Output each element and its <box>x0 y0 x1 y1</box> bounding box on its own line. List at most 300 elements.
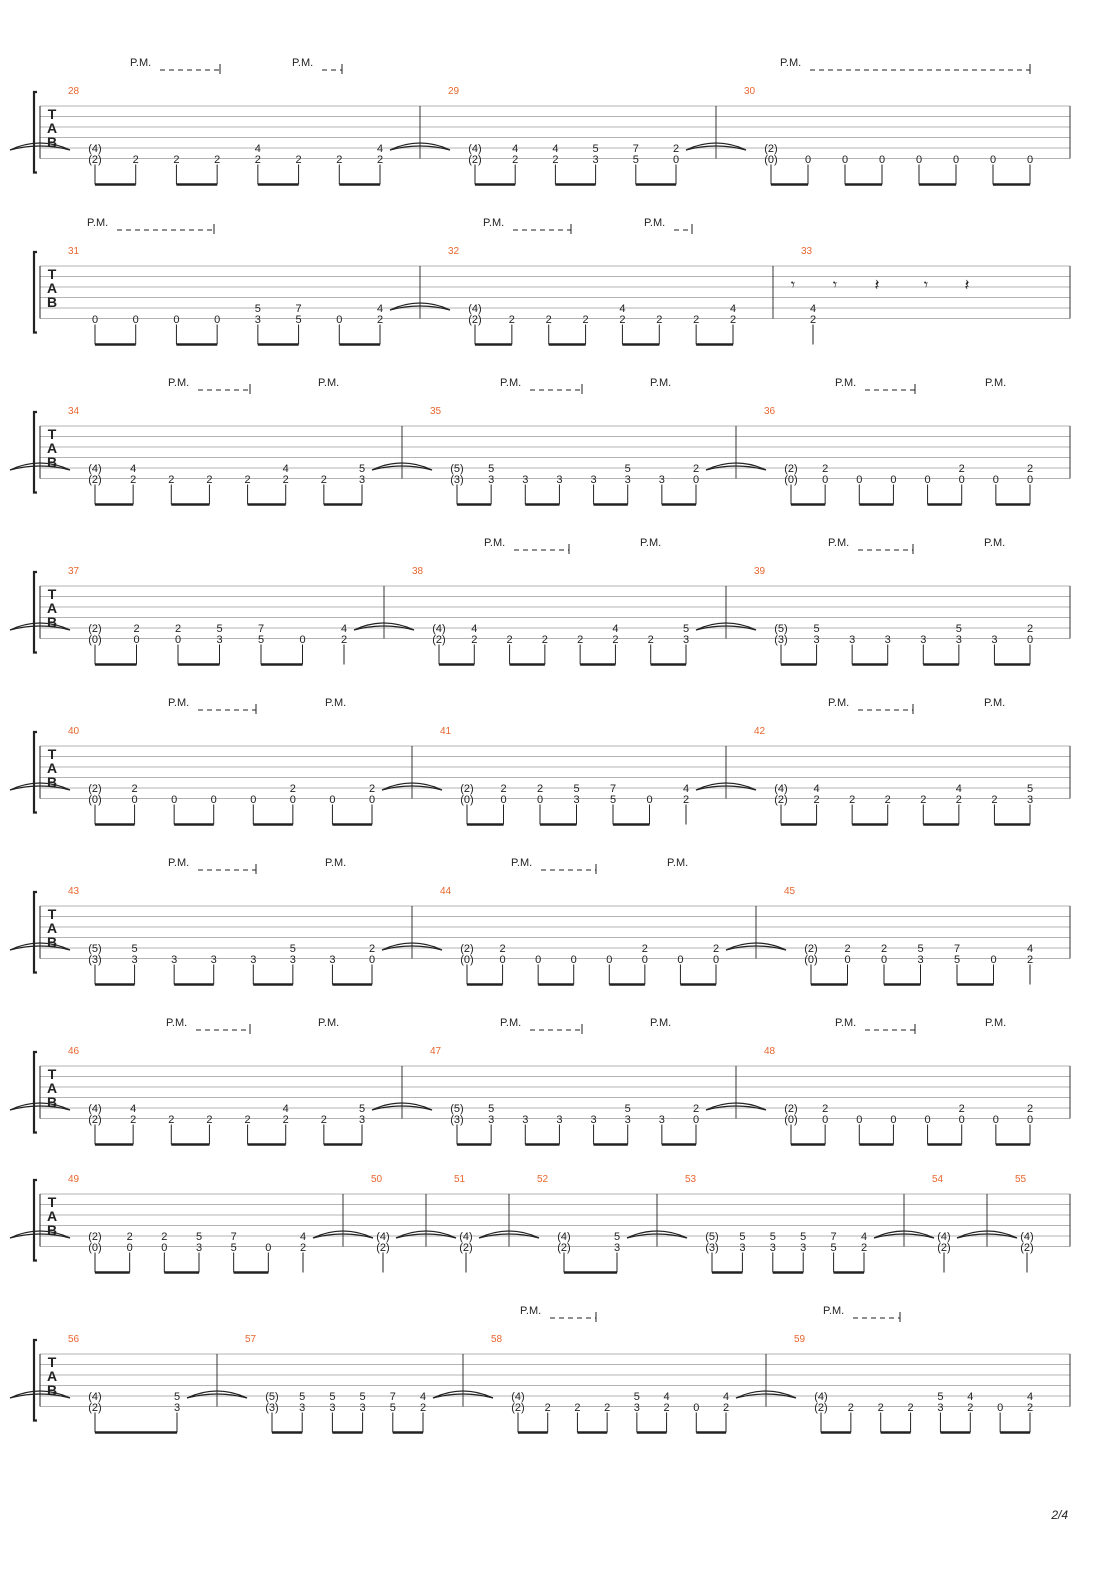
fret-number: 0 <box>1026 474 1034 486</box>
fret-number: 5 <box>953 954 961 966</box>
tab-system <box>10 697 1070 825</box>
fret-number: 2 <box>376 314 384 326</box>
tab-clef-letter: B <box>46 1222 58 1238</box>
fret-number: 2 <box>500 783 507 795</box>
fret-number: 4 <box>1026 1391 1034 1403</box>
measure-number: 36 <box>764 406 776 417</box>
fret-number: 3 <box>917 954 924 966</box>
measure-number: 41 <box>440 726 452 737</box>
fret-number: 5 <box>633 1391 640 1403</box>
fret-number: 2 <box>419 1402 427 1414</box>
fret-number: 2 <box>582 314 589 326</box>
palm-mute-marker: P.M. <box>985 377 1007 389</box>
tab-clef-letter: B <box>46 1382 58 1398</box>
palm-mute-marker: P.M. <box>168 857 190 869</box>
fret-number: 0 <box>126 1242 133 1254</box>
fret-number: 4 <box>955 783 962 795</box>
fret-number: 2 <box>692 1103 700 1115</box>
fret-number: 4 <box>282 463 289 475</box>
measure-number: 47 <box>430 1046 442 1057</box>
fret-number: 0 <box>924 474 931 486</box>
fret-number: 2 <box>880 943 888 955</box>
fret-number: 0 <box>499 954 506 966</box>
fret-number: 4 <box>340 623 348 635</box>
tab-clef-letter: A <box>46 1368 58 1384</box>
fret-number: (4) <box>88 1391 102 1403</box>
measure-number: 44 <box>440 886 452 897</box>
measure-number: 50 <box>371 1174 383 1185</box>
fret-number: 3 <box>682 634 690 646</box>
fret-number: (4) <box>774 783 788 795</box>
tab-clef-letter: T <box>47 746 57 762</box>
fret-number: 0 <box>289 794 296 806</box>
fret-number: 2 <box>254 154 261 166</box>
fret-number: 3 <box>358 474 366 486</box>
fret-number: 5 <box>329 1391 336 1403</box>
fret-number: 2 <box>920 794 927 806</box>
fret-number: 0 <box>250 794 257 806</box>
fret-number: 3 <box>613 1242 621 1254</box>
fret-number: 2 <box>499 943 506 955</box>
fret-number: 0 <box>173 314 180 326</box>
fret-number: 2 <box>544 1402 551 1414</box>
fret-number: 3 <box>769 1242 776 1254</box>
tab-clef-letter: B <box>46 614 58 630</box>
measure-number: 48 <box>764 1046 776 1057</box>
tab-clef-letter: A <box>46 1208 58 1224</box>
fret-number: 4 <box>722 1391 730 1403</box>
fret-number: 0 <box>992 474 999 486</box>
fret-number: 2 <box>877 1402 884 1414</box>
fret-number: 2 <box>574 1402 581 1414</box>
fret-number: 2 <box>663 1402 670 1414</box>
fret-number: (4) <box>468 143 482 155</box>
fret-number: (0) <box>804 954 818 966</box>
palm-mute-marker: P.M. <box>166 1017 188 1029</box>
fret-number: 5 <box>613 1231 621 1243</box>
fret-number: (2) <box>468 314 482 326</box>
fret-number: 3 <box>556 1114 563 1126</box>
fret-number: 5 <box>592 143 599 155</box>
fret-number: (5) <box>774 623 788 635</box>
fret-number: 2 <box>131 783 138 795</box>
fret-number: (2) <box>937 1242 951 1254</box>
fret-number: 0 <box>646 794 653 806</box>
fret-number: 2 <box>967 1402 974 1414</box>
fret-number: 5 <box>488 1103 495 1115</box>
fret-number: 0 <box>712 954 720 966</box>
palm-mute-marker: P.M. <box>828 537 850 549</box>
fret-number: 3 <box>289 954 296 966</box>
fret-number: 7 <box>389 1391 396 1403</box>
palm-mute-marker: P.M. <box>650 377 672 389</box>
palm-mute-marker: P.M. <box>168 697 190 709</box>
fret-number: 4 <box>1026 943 1034 955</box>
fret-number: 2 <box>647 634 654 646</box>
fret-number: 2 <box>577 634 584 646</box>
fret-number: (0) <box>88 634 102 646</box>
fret-number: (5) <box>88 943 102 955</box>
fret-number: (2) <box>88 474 102 486</box>
fret-number: 0 <box>990 954 997 966</box>
fret-number: 3 <box>173 1402 181 1414</box>
fret-number: 0 <box>131 794 138 806</box>
palm-mute-marker: P.M. <box>168 377 190 389</box>
fret-number: (4) <box>511 1391 525 1403</box>
fret-number: (2) <box>784 1103 798 1115</box>
fret-number: 0 <box>997 1402 1004 1414</box>
fret-number: (4) <box>1020 1231 1034 1243</box>
fret-number: 2 <box>813 794 820 806</box>
fret-number: 0 <box>336 314 343 326</box>
fret-number: (2) <box>460 943 474 955</box>
system-bracket <box>34 572 37 653</box>
fret-number: 3 <box>216 634 223 646</box>
fret-number: (2) <box>88 623 102 635</box>
fret-number: 5 <box>358 1103 366 1115</box>
fret-number: 2 <box>289 783 296 795</box>
fret-number: 0 <box>692 474 700 486</box>
fret-number: 2 <box>168 1114 175 1126</box>
fret-number: 2 <box>552 154 559 166</box>
fret-number: 0 <box>822 474 829 486</box>
fret-number: 3 <box>955 634 962 646</box>
rest-symbol: 𝄾 <box>790 277 796 294</box>
palm-mute-marker: P.M. <box>835 377 857 389</box>
fret-number: 2 <box>320 474 327 486</box>
palm-mute-marker: P.M. <box>500 1017 522 1029</box>
fret-number: 3 <box>556 474 563 486</box>
fret-number: 3 <box>573 794 580 806</box>
fret-number: 0 <box>214 314 221 326</box>
fret-number: 0 <box>924 1114 931 1126</box>
measure-number: 57 <box>245 1334 257 1345</box>
fret-number: 2 <box>693 314 700 326</box>
palm-mute-marker: P.M. <box>823 1305 845 1317</box>
fret-number: 2 <box>299 1242 307 1254</box>
fret-number: 4 <box>729 303 737 315</box>
measure-number: 34 <box>68 406 80 417</box>
tab-clef-letter: T <box>47 266 57 282</box>
fret-number: 0 <box>329 794 336 806</box>
measure-number: 46 <box>68 1046 80 1057</box>
fret-number: 5 <box>295 314 302 326</box>
fret-number: 0 <box>171 794 178 806</box>
fret-number: 0 <box>161 1242 168 1254</box>
fret-number: 2 <box>860 1242 868 1254</box>
rest-symbol: 𝄾 <box>832 277 838 294</box>
system-bracket <box>34 412 37 493</box>
fret-number: 5 <box>195 1231 203 1243</box>
fret-number: 0 <box>841 154 849 166</box>
measure-number: 28 <box>68 86 80 97</box>
fret-number: (2) <box>459 1242 473 1254</box>
palm-mute-marker: P.M. <box>644 217 666 229</box>
fret-number: 2 <box>508 314 515 326</box>
fret-number: 2 <box>320 1114 327 1126</box>
system-bracket <box>34 732 37 813</box>
fret-number: 4 <box>471 623 478 635</box>
fret-number: 2 <box>340 634 348 646</box>
fret-number: (3) <box>705 1242 719 1254</box>
measure-number: 59 <box>794 1334 806 1345</box>
fret-number: (4) <box>376 1231 390 1243</box>
tab-clef-letter: B <box>46 454 58 470</box>
fret-number: 0 <box>992 1114 999 1126</box>
fret-number: 2 <box>1026 463 1034 475</box>
fret-number: 2 <box>244 474 251 486</box>
fret-number: 5 <box>230 1242 237 1254</box>
fret-number: 2 <box>168 474 175 486</box>
fret-number: 0 <box>958 474 965 486</box>
tab-system <box>10 1017 1070 1145</box>
fret-number: (3) <box>88 954 102 966</box>
fret-number: 0 <box>210 794 217 806</box>
fret-number: 0 <box>692 1114 700 1126</box>
fret-number: 2 <box>907 1402 914 1414</box>
fret-number: 0 <box>132 314 139 326</box>
fret-number: 3 <box>800 1242 807 1254</box>
measure-number: 33 <box>801 246 813 257</box>
tab-system <box>10 377 1070 505</box>
fret-number: (2) <box>432 634 446 646</box>
fret-number: 0 <box>1026 1114 1034 1126</box>
fret-number: 0 <box>878 154 886 166</box>
tab-clef-letter: A <box>46 600 58 616</box>
fret-number: (4) <box>814 1391 828 1403</box>
system-bracket <box>34 1180 37 1261</box>
fret-number: 5 <box>173 1391 181 1403</box>
fret-number: 4 <box>552 143 559 155</box>
fret-number: 2 <box>130 1114 137 1126</box>
fret-number: 4 <box>512 143 519 155</box>
fret-number: 0 <box>1026 154 1034 166</box>
fret-number: (5) <box>705 1231 719 1243</box>
fret-number: (4) <box>88 1103 102 1115</box>
measure-number: 35 <box>430 406 442 417</box>
fret-number: 3 <box>250 954 257 966</box>
palm-mute-marker: P.M. <box>650 1017 672 1029</box>
fret-number: 7 <box>953 943 961 955</box>
fret-number: (3) <box>450 1114 464 1126</box>
fret-number: 2 <box>368 783 376 795</box>
fret-number: 2 <box>282 1114 289 1126</box>
palm-mute-marker: P.M. <box>511 857 533 869</box>
fret-number: (5) <box>450 463 464 475</box>
fret-number: 5 <box>257 634 265 646</box>
system-bracket <box>34 892 37 973</box>
fret-number: 0 <box>856 474 863 486</box>
palm-mute-marker: P.M. <box>828 697 850 709</box>
fret-number: (2) <box>88 1114 102 1126</box>
palm-mute-marker: P.M. <box>780 57 802 69</box>
fret-number: 4 <box>254 143 261 155</box>
fret-number: 5 <box>131 943 138 955</box>
fret-number: 2 <box>536 783 544 795</box>
fret-number: 4 <box>282 1103 289 1115</box>
fret-number: (2) <box>814 1402 828 1414</box>
fret-number: (2) <box>88 154 102 166</box>
fret-number: 0 <box>133 634 140 646</box>
palm-mute-marker: P.M. <box>984 697 1006 709</box>
fret-number: 4 <box>130 463 137 475</box>
fret-number: 0 <box>536 794 544 806</box>
measure-number: 49 <box>68 1174 80 1185</box>
fret-number: 0 <box>606 954 613 966</box>
fret-number: 3 <box>633 1402 640 1414</box>
fret-number: (3) <box>450 474 464 486</box>
palm-mute-marker: P.M. <box>87 217 109 229</box>
fret-number: 4 <box>860 1231 868 1243</box>
fret-number: 3 <box>171 954 178 966</box>
fret-number: 4 <box>130 1103 137 1115</box>
fret-number: (0) <box>88 794 102 806</box>
fret-number: 4 <box>813 783 820 795</box>
fret-number: 0 <box>952 154 960 166</box>
fret-number: 3 <box>884 634 891 646</box>
fret-number: 2 <box>206 1114 213 1126</box>
fret-number: 5 <box>389 1402 396 1414</box>
fret-number: 5 <box>254 303 261 315</box>
tab-system <box>10 1174 1070 1273</box>
fret-number: (4) <box>432 623 446 635</box>
fret-number: 0 <box>880 954 888 966</box>
fret-number: 0 <box>641 954 648 966</box>
fret-number: 3 <box>590 474 597 486</box>
fret-number: 7 <box>295 303 302 315</box>
rest-symbol: 𝄾 <box>923 277 929 294</box>
palm-mute-marker: P.M. <box>130 57 152 69</box>
fret-number: (4) <box>937 1231 951 1243</box>
fret-number: 2 <box>206 474 213 486</box>
fret-number: 5 <box>830 1242 837 1254</box>
tab-system <box>10 57 1070 185</box>
fret-number: 3 <box>522 1114 529 1126</box>
fret-number: 3 <box>359 1402 366 1414</box>
fret-number: 3 <box>739 1242 746 1254</box>
fret-number: 5 <box>488 463 495 475</box>
fret-number: 2 <box>295 154 302 166</box>
fret-number: 5 <box>624 1103 631 1115</box>
measure-number: 55 <box>1015 1174 1027 1185</box>
fret-number: (0) <box>88 1242 102 1254</box>
fret-number: 5 <box>358 463 366 475</box>
fret-number: 5 <box>813 623 820 635</box>
fret-number: 5 <box>917 943 924 955</box>
fret-number: 2 <box>174 623 182 635</box>
fret-number: 2 <box>672 143 680 155</box>
tab-clef-letter: B <box>46 774 58 790</box>
fret-number: 5 <box>624 463 631 475</box>
fret-number: (3) <box>265 1402 279 1414</box>
fret-number: (2) <box>804 943 818 955</box>
fret-number: 4 <box>967 1391 974 1403</box>
fret-number: 3 <box>920 634 927 646</box>
fret-number: (4) <box>557 1231 571 1243</box>
fret-number: 2 <box>545 314 552 326</box>
fret-number: 2 <box>712 943 720 955</box>
system-bracket <box>34 1052 37 1133</box>
tab-clef-letter: A <box>46 1080 58 1096</box>
palm-mute-marker: P.M. <box>640 537 662 549</box>
fret-number: 3 <box>195 1242 203 1254</box>
fret-number: 2 <box>376 154 384 166</box>
fret-number: 3 <box>522 474 529 486</box>
palm-mute-marker: P.M. <box>500 377 522 389</box>
palm-mute-marker: P.M. <box>984 537 1006 549</box>
fret-number: (3) <box>774 634 788 646</box>
fret-number: 0 <box>693 1402 700 1414</box>
measure-number: 56 <box>68 1334 80 1345</box>
fret-number: 2 <box>471 634 478 646</box>
fret-number: 3 <box>299 1402 306 1414</box>
fret-number: 0 <box>856 1114 863 1126</box>
measure-number: 40 <box>68 726 80 737</box>
fret-number: 4 <box>419 1391 427 1403</box>
palm-mute-marker: P.M. <box>318 1017 340 1029</box>
measure-number: 45 <box>784 886 796 897</box>
fret-number: (4) <box>459 1231 473 1243</box>
fret-number: 0 <box>677 954 684 966</box>
tab-clef-letter: T <box>47 906 57 922</box>
fret-number: 2 <box>126 1231 133 1243</box>
fret-number: 5 <box>682 623 690 635</box>
fret-number: 0 <box>822 1114 829 1126</box>
fret-number: 2 <box>729 314 737 326</box>
measure-number: 53 <box>685 1174 697 1185</box>
tab-clef-letter: A <box>46 280 58 296</box>
fret-number: 2 <box>682 794 690 806</box>
fret-number: (5) <box>265 1391 279 1403</box>
fret-number: 2 <box>656 314 663 326</box>
palm-mute-marker: P.M. <box>318 377 340 389</box>
tab-clef-letter: B <box>46 294 58 310</box>
fret-number: 2 <box>1026 623 1034 635</box>
fret-number: 3 <box>131 954 138 966</box>
fret-number: (2) <box>88 1402 102 1414</box>
fret-number: (0) <box>460 794 474 806</box>
fret-number: 2 <box>612 634 619 646</box>
fret-number: 2 <box>336 154 343 166</box>
fret-number: 5 <box>573 783 580 795</box>
fret-number: (2) <box>774 794 788 806</box>
fret-number: 0 <box>174 634 182 646</box>
measure-number: 43 <box>68 886 80 897</box>
fret-number: 0 <box>368 794 376 806</box>
fret-number: 5 <box>359 1391 366 1403</box>
fret-number: 5 <box>299 1391 306 1403</box>
fret-number: 2 <box>958 463 965 475</box>
tab-system <box>10 537 1070 665</box>
fret-number: 2 <box>132 154 139 166</box>
fret-number: (2) <box>557 1242 571 1254</box>
measure-number: 58 <box>491 1334 503 1345</box>
tab-clef-letter: A <box>46 760 58 776</box>
fret-number: (0) <box>784 474 798 486</box>
fret-number: 7 <box>230 1231 237 1243</box>
tab-system <box>10 857 1070 985</box>
fret-number: 3 <box>624 474 631 486</box>
measure-number: 38 <box>412 566 424 577</box>
fret-number: 2 <box>368 943 376 955</box>
fret-number: 4 <box>612 623 619 635</box>
fret-number: 4 <box>682 783 690 795</box>
fret-number: 0 <box>570 954 577 966</box>
fret-number: 0 <box>915 154 923 166</box>
tab-clef-letter: A <box>46 920 58 936</box>
fret-number: (2) <box>88 783 102 795</box>
fret-number: 3 <box>658 474 665 486</box>
